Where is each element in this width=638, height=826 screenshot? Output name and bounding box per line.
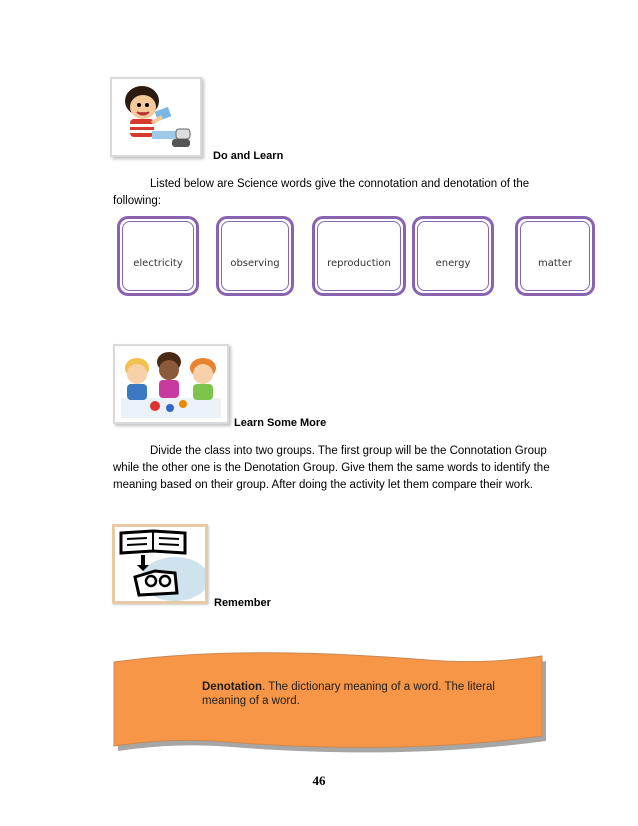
word-box-energy xyxy=(412,216,494,296)
denotation-meaning: . The dictionary meaning of a word. The literal meaning of a word. xyxy=(202,681,495,707)
page-number: 46 xyxy=(312,773,326,788)
denotation-banner xyxy=(110,652,550,756)
book-magnifier-illustration xyxy=(112,524,208,604)
word-label: electricity xyxy=(133,258,183,269)
word-label: energy xyxy=(435,258,471,269)
denotation-term: Denotation xyxy=(202,681,263,693)
children-painting-illustration xyxy=(113,344,229,424)
word-box-reproduction xyxy=(312,216,406,296)
remember-heading: Remember xyxy=(214,597,271,609)
word-box-matter xyxy=(515,216,595,296)
word-label: reproduction xyxy=(327,258,391,269)
learn-some-more-heading: Learn Some More xyxy=(234,417,327,429)
word-box-observing xyxy=(216,216,294,296)
boy-reading-illustration xyxy=(110,77,202,157)
denotation-definition xyxy=(202,680,522,708)
do-and-learn-heading: Do and Learn xyxy=(213,150,284,162)
word-label: observing xyxy=(230,258,280,269)
book-magnifier-icon xyxy=(115,527,205,601)
word-box-electricity xyxy=(117,216,199,296)
learn-some-more-paragraph: Divide the class into two groups. The first group will be the Connotation Group while the other one is the Denotation Group. Give them the same words to identify the meaning based on their group. After doing the activity let them compare their work. xyxy=(113,445,550,491)
boy-reading-icon xyxy=(112,79,200,155)
word-label: matter xyxy=(538,258,572,269)
do-and-learn-instructions: Listed below are Science words give the connotation and denotation of the following: xyxy=(113,178,530,207)
children-painting-icon xyxy=(115,346,227,422)
